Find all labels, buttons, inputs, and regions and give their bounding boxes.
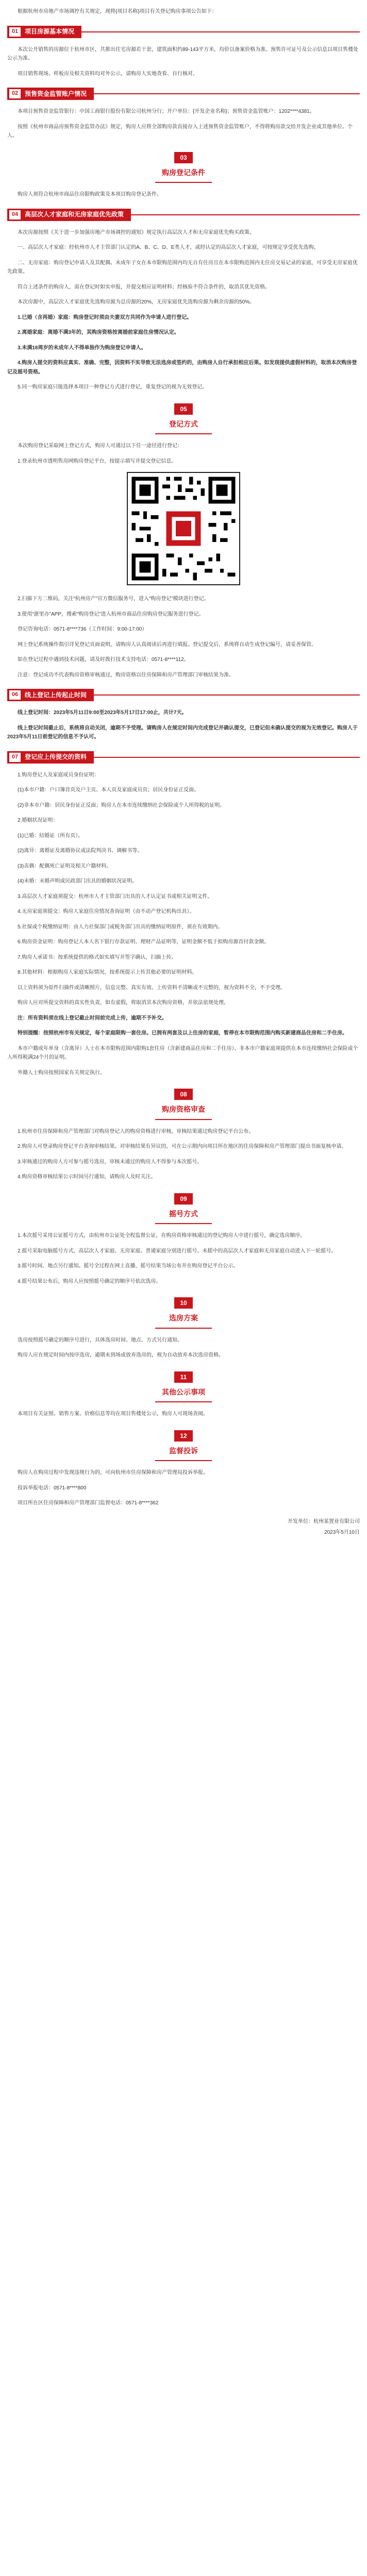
section-05-p4: 3.使用“浙里办”APP，搜索“购房登记”进入杭州市商品住房购房登记服务进行登记。 [18,611,204,617]
section-number: 02 [9,89,21,98]
section-01-header [7,26,360,38]
section-09-p3: 3.摇号时间、地点另行通知。摇号全过程在网上直播，摇号结果当场公布并在购房登记平台公示。 [18,1263,239,1269]
section-07-p9: 3.高层次人才家庭须提交：杭州市人才主管部门出具的人才认定证书或相关证明文件。 [18,893,213,900]
section-05-p8: 注意：登记成功不代表购房资格审核通过，购房资格以住房保障和房产管理部门审核结果为准。 [18,672,234,678]
section-06-p1: 线上登记时间：2023年5月11日9:00至2023年5月17日17:00止，共计7天。 [18,710,187,716]
section-04-header [7,209,360,221]
section-07-p3: (2)非本市户籍：居民身份证正反面；购房人在本市连续缴纳社会保险或个人所得税的证明。 [18,802,225,808]
section-title: 高层次人才家庭和无房家庭优先政策 [25,211,124,218]
section-number: 10 [174,1297,193,1309]
section-07-p4: 2.婚姻状况证明： [18,818,58,823]
section-07-header [7,751,360,764]
section-07-p17: 注：所有资料须在线上登记截止时间前完成上传，逾期不予补交。 [18,1015,167,1021]
section-title: 其他公示事项 [162,1387,205,1396]
intro-paragraph: 根据杭州市房地产市场调控有关规定，现将{项目名称}项目有关登记购房事项公告如下： [18,9,217,14]
section-12-p1: 购房人在购房过程中发现违规行为的，可向杭州市住房保障和房产管理局投诉举报。 [18,1470,208,1476]
section-title: 预售资金监管账户情况 [25,90,87,97]
title-underline [155,1119,212,1120]
section-04-p6: 1.已婚（含再婚）家庭：购房登记时须由夫妻双方共同作为申请人进行登记。 [18,314,192,320]
section-07-p1: 1.购房登记人及家庭成员身份证明： [18,772,99,778]
section-12-p3: 项目所在区住房保障和房产管理部门监督电话：0571-8****362 [18,1500,159,1506]
section-title: 登记应上传提交的资料 [25,753,87,760]
section-title: 购房登记条件 [162,168,205,177]
section-06-header [7,689,360,701]
section-05-p1: 本次购房登记采取网上登记方式，购房人可通过以下任一途径进行登记： [18,443,182,449]
section-title: 登记方式 [169,419,198,428]
issue-date: 2023年5月10日 [324,1530,360,1535]
section-06-p2: 线上登记时间截止后，系统将自动关闭，逾期不予受理。请购房人在规定时间内完成登记并确认提交，已登记但未确认提交的视为无效登记。购房人于2023年5月11日前登记的信息不予认可。 [7,725,358,740]
section-07-p10: 4.无房家庭须提交：购房人家庭住房情况查询证明（由不动产登记机构出具）。 [18,909,195,914]
section-number: 09 [174,1193,193,1205]
title-underline [155,1328,212,1329]
section-07-p8: (4)未婚：未婚声明或民政部门出具的婚姻状况证明。 [18,878,138,884]
section-10-header [7,1297,360,1329]
section-title: 选房方案 [169,1314,198,1322]
issuer-name: 开发单位：杭州某置业有限公司 [288,1518,360,1524]
section-10-p2: 购房人应在规定时间内按序选房，逾期未到场或放弃选房的，视为自动放弃本次选房资格。 [18,1352,224,1358]
section-08-p2: 2.购房人可登录购房登记平台查询审核结果。对审核结果有异议的，可在公示期内向项目所在地区的住房保障和房产管理部门提出书面复核申请。 [18,1144,347,1149]
qr-code-container [7,472,360,585]
title-underline [155,182,212,183]
section-08-header [7,1089,360,1120]
title-underline [155,1460,212,1461]
section-04-p5: 本次房源中，高层次人才家庭优先选购房源为总房源的20%，无房家庭优先选购房源为剩余房源的50%。 [18,299,255,305]
section-title: 购房资格审查 [162,1105,205,1113]
section-number: 12 [174,1430,193,1442]
title-underline [155,1223,212,1224]
section-05-p2: 1.登录杭州市透明售房网购房登记平台，按提示填写并提交登记信息。 [18,458,177,464]
section-number: 07 [9,753,21,762]
section-07-p15: 以上资料须为原件扫描件或清晰照片，信息完整、真实有效。上传资料不清晰或不完整的，视为资料不全，不予受理。 [18,985,286,991]
title-underline [155,1401,212,1402]
section-09-header [7,1193,360,1225]
section-number: 06 [9,690,21,700]
section-09-p1: 1.本次摇号采用公证摇号方式，由杭州市公证处全程监督公证，在购房资格审核通过的登记购房人中进行摇号，确定选房顺序。 [18,1233,306,1239]
section-11-p1: 本项目有关证照、销售方案、价格信息等均在项目售楼处公示，购房人可现场查阅。 [18,1411,208,1417]
section-04-p10: 5.同一购房家庭只能选择本项目一种登记方式进行登记，重复登记的视为无效登记。 [18,384,208,390]
section-01-note: 项目销售现场、样板房及相关资料均对外公示，请购房人实地查看、自行核对。 [18,71,198,77]
section-07-p16: 购房人应对所提交资料的真实性负责，如有虚假，将取消其本次购房资格，并依法依规处理。 [18,1000,229,1006]
section-01-body: 本次公开销售的房源位于杭州市区，共推出住宅房源若干套，建筑面积约89-143平方米，均价以备案价格为准。预售许可证号及公示信息以项目售楼处公示为准。 [7,46,359,61]
section-04-p2: 一、高层次人才家庭：经杭州市人才主管部门认定的A、B、C、D、E类人才，或经认定的高层次人才家庭，可按规定享受优先选购。 [18,245,319,250]
section-07-p13: 7.购房人承诺书：按系统提供的格式如实填写并签字确认，扫描上传。 [18,954,177,960]
registration-qr-code[interactable] [127,472,240,585]
section-04-p4: 符合上述条件的购房人，需在登记时如实申报，并提交相应证明材料；经核验不符合条件的，取消其优先资格。 [18,284,270,290]
section-02-header [7,88,360,100]
section-08-p3: 3.审核通过的购房人方可参与摇号选房，审核未通过的购房人不得参与本次摇号。 [18,1159,203,1165]
section-number: 08 [174,1089,193,1100]
section-05-header [7,403,360,435]
section-07-p7: (3)丧偶：配偶死亡证明及相关户籍材料。 [18,863,112,869]
section-number: 11 [174,1371,193,1383]
section-number: 03 [174,152,193,163]
section-08-p1: 1.杭州市住房保障和房产管理部门对购房登记人的购房资格进行审核，审核结果通过购房登记平台公布。 [18,1128,254,1134]
section-07-p2: (1)本市户籍：户口簿首页及户主页、本人页及家庭成员页；居民身份证正反面。 [18,787,199,793]
section-05-p5: 登记咨询电话：0571-8****736（工作时间：9:00-17:00） [18,626,147,632]
qr-code-icon [128,473,239,584]
section-05-p6: 网上登记系统操作指引详见登记页面说明，请购房人认真阅读后再进行填报。登记提交后，系统将自动生成登记编号，请妥善保管。 [18,641,316,648]
section-09-p4: 4.摇号结果公布后，购房人应按照摇号确定的顺序号依次选房。 [18,1278,161,1284]
section-12-header [7,1430,360,1462]
section-title: 项目房源基本情况 [25,28,75,35]
section-12-p2: 投诉举报电话：0571-8****800 [18,1485,87,1491]
title-underline [155,433,212,434]
section-11-header [7,1371,360,1403]
section-03-body: 购房人须符合杭州市商品住房限购政策及本项目购房登记条件。 [18,192,162,197]
section-04-p3: 二、无房家庭：购房登记申请人及其配偶、未成年子女在本市限购范围内均无自有住房且在本市限购范围内无住房交易记录的家庭，可享受无房家庭优先政策。 [7,260,358,275]
section-07-p6: (2)离异：离婚证及离婚协议或法院判决书、调解书等。 [18,848,143,854]
section-02-note: 按照《杭州市商品房预售资金监管办法》规定，购房人应将全部购房款直接存入上述预售资金监管账户，不得将购房款交给开发企业或其他单位、个人。 [7,124,353,139]
section-05-p7: 如在登记过程中遇到技术问题，请及时拨打技术支持电话：0571-8****112。 [18,657,189,663]
section-07-p19: 本市户籍成年单身（含离异）人士在本市限购范围内限购1套住房（含新建商品住房和二手住房）。非本市户籍家庭须提供在本市连续缴纳社会保险或个人所得税满24个月的证明。 [7,1045,358,1060]
announcement-footer [7,1517,360,1537]
section-10-p1: 选房按照摇号确定的顺序号进行，具体选房时间、地点、方式另行通知。 [18,1337,182,1343]
section-08-p4: 4.购房资格审核结果公示时间另行通知，请购房人及时关注。 [18,1174,156,1180]
section-07-p11: 5.社保或个税缴纳证明：由人力社保部门或税务部门出具的缴纳证明原件，须在有效期内。 [18,924,223,930]
section-number: 05 [174,403,193,415]
section-07-p12: 6.购房资金证明：购房登记人本人名下银行存款证明、理财产品证明等，证明金额不低于拟购房源首付款金额。 [18,939,270,945]
section-title: 摇号方式 [169,1209,198,1218]
section-title: 监督投诉 [169,1446,198,1455]
section-02-body: 本项目预售资金监管银行：中国工商银行股份有限公司杭州分行；开户单位：{开发企业名称}；预售资金监管账户：1202****4381。 [18,109,315,114]
section-07-p18: 特别提醒：按照杭州市有关规定，每个家庭限购一套住房。已拥有两套及以上住房的家庭，暂停在本市限购范围内购买新建商品住房和二手住房。 [18,1030,347,1036]
section-number: 04 [9,210,21,219]
section-07-p14: 8.其他材料：根据购房人家庭实际情况，按系统提示上传其他必要的证明材料。 [18,970,197,975]
section-04-p8: 3.未满18周岁的未成年人不得单独作为购房登记申请人。 [18,345,146,351]
section-04-p9: 4.购房人提交的资料应真实、准确、完整，因资料不实导致无法选房或签约的，由购房人自行承担相应后果。如发现提供虚假材料的，取消本次购房登记及摇号资格。 [7,360,357,375]
section-03-header [7,152,360,183]
section-04-p7: 2.离婚家庭：离婚不满3年的，其购房资格按离婚前家庭住房情况认定。 [18,330,179,335]
section-title: 线上登记上传起止时间 [25,691,87,699]
section-09-p2: 2.摇号采取电脑摇号方式，高层次人才家庭、无房家庭、普通家庭分别进行摇号。未摇中的高层次人才家庭和无房家庭自动进入下一轮摇号。 [18,1248,337,1254]
section-number: 01 [9,27,21,37]
section-04-p1: 本次房源按照《关于进一步加强房地产市场调控的通知》规定执行高层次人才和无房家庭优先购买政策。 [18,229,255,235]
section-07-p5: (1)已婚：结婚证（所有页）。 [18,833,84,839]
section-05-p3: 2.扫描下方二维码，关注“杭州房产”官方微信服务号，进入“购房登记”模块进行登记。 [18,596,209,602]
section-07-p20: 外籍人士购房按照国家有关规定执行。 [18,1070,105,1076]
